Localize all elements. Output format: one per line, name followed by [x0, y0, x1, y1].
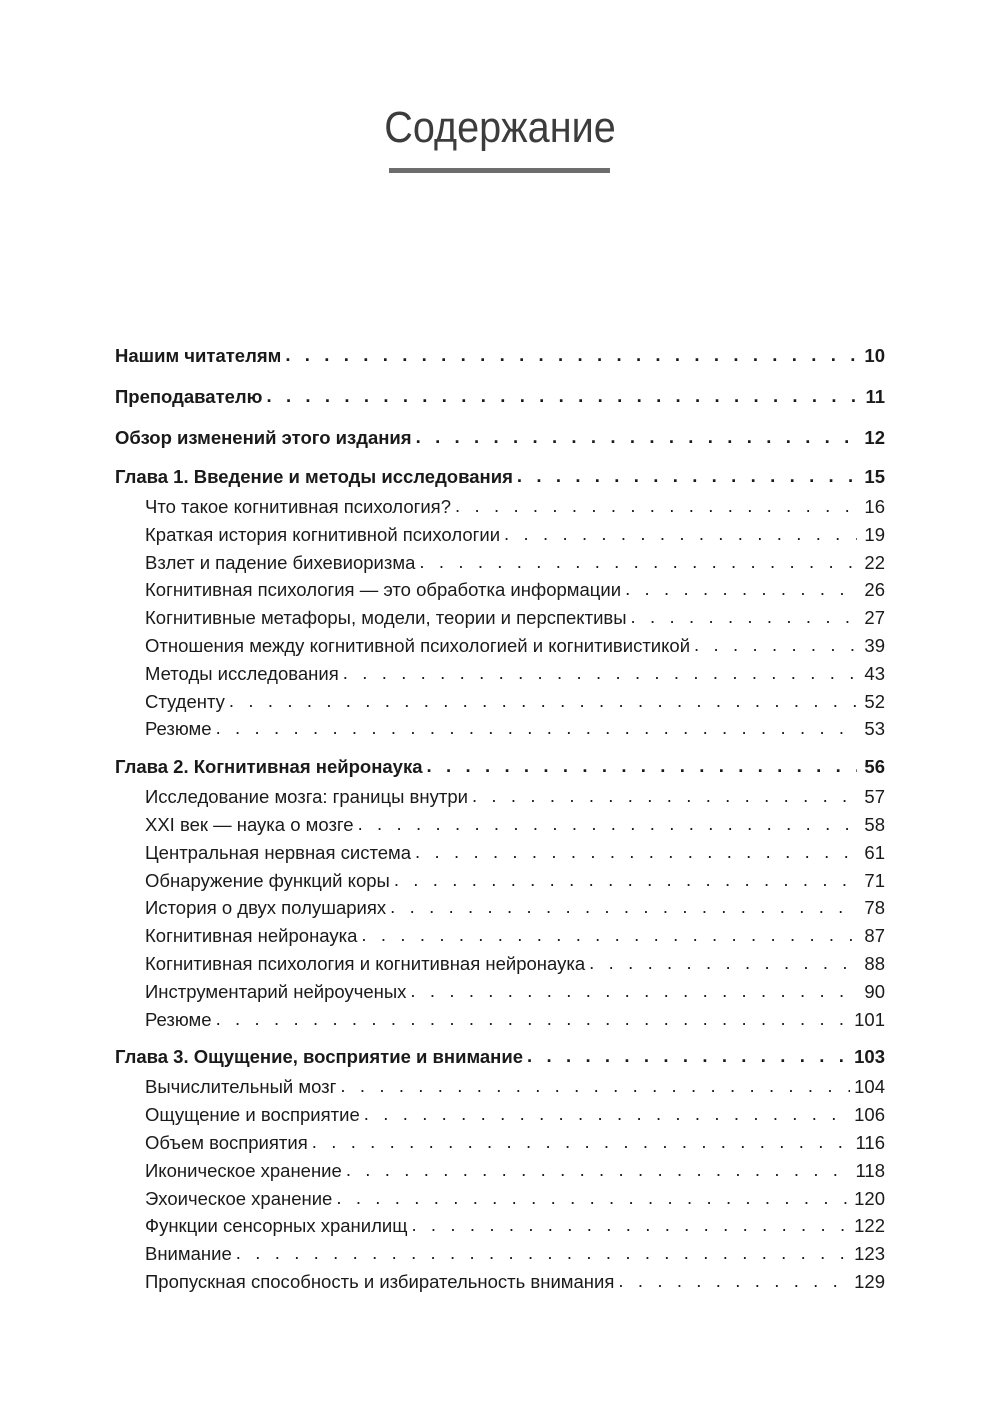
- toc-section-label: Эхоическое хранение: [145, 1187, 333, 1209]
- toc-section[interactable]: [115, 1240, 885, 1268]
- toc-entry-label: Обзор изменений этого издания: [115, 427, 412, 448]
- toc-section[interactable]: [115, 660, 885, 688]
- toc-section-label: Объем восприятия: [145, 1131, 308, 1153]
- toc-chapter-1[interactable]: [115, 463, 885, 493]
- dot-leader: [517, 462, 857, 490]
- dot-leader: [336, 1184, 850, 1212]
- toc-section-label: Вычислительный мозг: [145, 1076, 337, 1098]
- toc-entry-page: 12: [864, 427, 885, 448]
- toc-chapter-label: Глава 3. Ощущение, восприятие и внимание: [115, 1046, 524, 1068]
- toc-section-label: Внимание: [145, 1243, 232, 1265]
- toc-section-page: 106: [854, 1104, 885, 1126]
- toc-chapter-label: Глава 2. Когнитивная нейронаука: [115, 756, 423, 778]
- toc-entry-teacher[interactable]: [115, 381, 885, 422]
- toc-section[interactable]: [115, 1212, 885, 1240]
- toc-section-page: 16: [864, 496, 885, 517]
- toc-section-label: Студенту: [145, 690, 225, 712]
- toc-section-label: Когнитивная психология и когнитивная нейронаука: [145, 952, 586, 974]
- dot-leader: [216, 1005, 851, 1033]
- toc-chapter-label: Глава 1. Введение и методы исследования: [115, 466, 513, 487]
- toc-section-page: 39: [864, 634, 885, 656]
- dot-leader: [346, 1156, 852, 1184]
- toc-section-label: Центральная нервная система: [145, 841, 412, 863]
- toc-section-label: Функции сенсорных хранилищ: [145, 1215, 408, 1237]
- dot-leader: [358, 810, 857, 838]
- toc-section-page: 26: [864, 579, 885, 601]
- toc-section-label: Ощущение и восприятие: [145, 1104, 360, 1126]
- toc-section[interactable]: [115, 1268, 885, 1296]
- toc-section[interactable]: [115, 783, 885, 811]
- toc-section-label: Иконическое хранение: [145, 1159, 342, 1181]
- dot-leader: [312, 1128, 852, 1156]
- toc-section[interactable]: [115, 1101, 885, 1129]
- toc-section-label: XXI век — наука о мозге: [145, 813, 354, 835]
- toc-chapter-3[interactable]: [115, 1043, 885, 1073]
- dot-leader: [625, 575, 857, 603]
- toc-section-label: Исследование мозга: границы внутри: [145, 786, 468, 808]
- toc-section-label: Резюме: [145, 718, 212, 740]
- dot-leader: [527, 1042, 850, 1070]
- title-underline: [389, 168, 610, 173]
- toc-section-page: 58: [864, 813, 885, 835]
- toc-section-label: Инструментарий нейроученых: [145, 980, 407, 1002]
- toc-section-page: 87: [864, 925, 885, 947]
- toc-section[interactable]: [115, 894, 885, 922]
- toc-section-page: 53: [864, 718, 885, 740]
- toc-section-page: 43: [864, 662, 885, 684]
- dot-leader: [236, 1239, 850, 1267]
- toc-section-page: 122: [854, 1215, 885, 1237]
- dot-leader: [472, 782, 857, 810]
- toc-section[interactable]: [115, 688, 885, 716]
- toc-section[interactable]: [115, 839, 885, 867]
- toc-section-label: Краткая история когнитивной психологии: [145, 523, 501, 545]
- toc-section-page: 123: [854, 1243, 885, 1265]
- toc-chapter-page: 103: [854, 1046, 885, 1068]
- toc-section-page: 101: [854, 1008, 885, 1030]
- dot-leader: [390, 893, 857, 921]
- toc-section[interactable]: [115, 1185, 885, 1213]
- dot-leader: [410, 977, 857, 1005]
- dot-leader: [618, 1267, 850, 1295]
- toc-section-page: 27: [864, 607, 885, 629]
- toc-section-label: Пропускная способность и избирательность внимания: [145, 1270, 615, 1292]
- dot-leader: [694, 631, 857, 659]
- toc-section-page: 118: [855, 1159, 885, 1181]
- toc-chapter-2[interactable]: [115, 753, 885, 783]
- dot-leader: [285, 339, 857, 371]
- dot-leader: [427, 752, 857, 780]
- dot-leader: [394, 866, 857, 894]
- toc-section-label: Взлет и падение бихевиоризма: [145, 551, 416, 573]
- toc-section-page: 19: [864, 523, 885, 545]
- page-title: Содержание: [384, 103, 616, 152]
- dot-leader: [343, 659, 857, 687]
- dot-leader: [589, 949, 857, 977]
- toc-section-label: История о двух полушариях: [145, 897, 387, 919]
- dot-leader: [504, 520, 857, 548]
- toc-entry-label: Преподавателю: [115, 386, 263, 407]
- toc-section-page: 90: [864, 980, 885, 1002]
- dot-leader: [631, 603, 857, 631]
- toc-section-page: 71: [864, 869, 885, 891]
- dot-leader: [415, 838, 857, 866]
- toc-section-page: 78: [864, 897, 885, 919]
- toc-section-label: Когнитивная психология — это обработка информации: [145, 579, 622, 601]
- toc-entry-readers[interactable]: [115, 340, 885, 381]
- toc-section-page: 22: [864, 551, 885, 573]
- toc-section[interactable]: [115, 1157, 885, 1185]
- toc-section-label: Когнитивные метафоры, модели, теории и перспективы: [145, 607, 627, 629]
- table-of-contents: [115, 340, 885, 1296]
- toc-section-page: 104: [854, 1076, 885, 1098]
- dot-leader: [455, 492, 857, 520]
- toc-chapter-page: 56: [864, 756, 885, 778]
- toc-section[interactable]: [115, 867, 885, 895]
- toc-section-label: Резюме: [145, 1008, 212, 1030]
- toc-section-label: Что такое когнитивная психология?: [145, 496, 451, 517]
- toc-section[interactable]: [115, 1129, 885, 1157]
- dot-leader: [364, 1100, 850, 1128]
- toc-section-page: 88: [864, 952, 885, 974]
- dot-leader: [419, 548, 857, 576]
- toc-section[interactable]: [115, 978, 885, 1006]
- dot-leader: [266, 380, 857, 412]
- dot-leader: [340, 1072, 850, 1100]
- toc-section-page: 52: [864, 690, 885, 712]
- dot-leader: [216, 714, 857, 742]
- toc-section-page: 120: [854, 1187, 885, 1209]
- dot-leader: [361, 921, 857, 949]
- toc-section[interactable]: [115, 493, 885, 521]
- toc-chapter-page: 15: [864, 466, 885, 487]
- toc-section-page: 116: [855, 1131, 885, 1153]
- toc-entry-label: Нашим читателям: [115, 345, 282, 366]
- toc-entry-changes[interactable]: [115, 422, 885, 463]
- dot-leader: [411, 1211, 850, 1239]
- toc-section[interactable]: [115, 715, 885, 743]
- toc-section[interactable]: [115, 950, 885, 978]
- toc-section[interactable]: [115, 811, 885, 839]
- toc-section-label: Методы исследования: [145, 662, 339, 684]
- toc-section-label: Отношения между когнитивной психологией и когнитивистикой: [145, 634, 691, 656]
- toc-section[interactable]: [115, 632, 885, 660]
- toc-section[interactable]: [115, 549, 885, 577]
- toc-section[interactable]: [115, 604, 885, 632]
- toc-section[interactable]: [115, 521, 885, 549]
- toc-section[interactable]: [115, 1073, 885, 1101]
- toc-section-page: 129: [854, 1270, 885, 1292]
- toc-entry-page: 11: [865, 386, 885, 407]
- toc-entry-page: 10: [864, 345, 885, 366]
- toc-section-page: 61: [864, 841, 885, 863]
- toc-section-page: 57: [864, 786, 885, 808]
- toc-section[interactable]: [115, 1006, 885, 1034]
- dot-leader: [416, 421, 857, 453]
- toc-section[interactable]: [115, 922, 885, 950]
- dot-leader: [229, 687, 857, 715]
- toc-section-label: Обнаружение функций коры: [145, 869, 390, 891]
- toc-section-label: Когнитивная нейронаука: [145, 925, 358, 947]
- toc-section[interactable]: [115, 576, 885, 604]
